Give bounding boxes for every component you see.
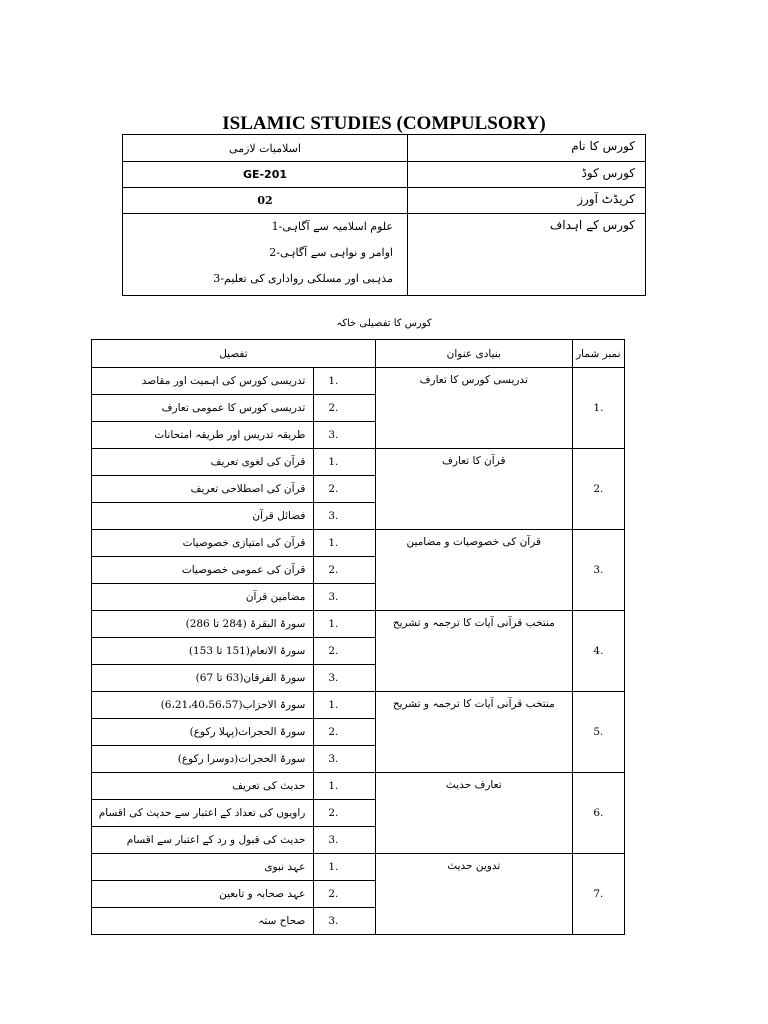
topic-cell: تدریسی کورس کا تعارف	[375, 368, 572, 449]
table-row	[92, 530, 625, 557]
header-details: تفصیل	[92, 340, 376, 368]
detail-text: قرآن کی امتیازی خصوصیات	[92, 530, 314, 557]
detail-text: عہد صحابہ و تابعین	[92, 881, 314, 908]
detail-text: عہد نبوی	[92, 854, 314, 881]
detail-text: قرآن کی اصطلاحی تعریف	[92, 476, 314, 503]
detail-text: سورۃ الحجرات(پہلا رکوع)	[92, 719, 314, 746]
table-row	[92, 368, 625, 395]
detail-number: 3.	[314, 665, 376, 692]
table-row	[92, 449, 625, 476]
outline-table	[91, 339, 625, 935]
objective-item: 2-اوامر و نواہی سے آگاہی	[269, 246, 393, 259]
table-row	[92, 773, 625, 800]
detail-number: 1.	[314, 368, 376, 395]
detail-text: حدیث کی قبول و رد کے اعتبار سے اقسام	[92, 827, 314, 854]
detail-text: فضائل قرآن	[92, 503, 314, 530]
outline-header-row	[92, 340, 625, 368]
serial-cell: 1.	[572, 368, 624, 449]
detail-number: 3.	[314, 908, 376, 935]
topic-cell: منتخب قرآنی آیات کا ترجمہ و تشریح	[375, 692, 572, 773]
detail-text: سورۃ الفرقان(63 تا 67)	[92, 665, 314, 692]
course-info-table	[122, 134, 646, 296]
detail-number: 3.	[314, 827, 376, 854]
objectives-row	[123, 214, 646, 296]
topic-cell: قرآن کی خصوصیات و مضامین	[375, 530, 572, 611]
course-name-value: اسلامیات لازمی	[123, 135, 408, 162]
detail-number: 3.	[314, 746, 376, 773]
course-code-value: GE-201	[123, 162, 408, 188]
detail-number: 2.	[314, 719, 376, 746]
detail-number: 2.	[314, 476, 376, 503]
objective-item: 1-علوم اسلامیہ سے آگاہی	[271, 220, 393, 233]
serial-cell: 6.	[572, 773, 624, 854]
detail-number: 1.	[314, 854, 376, 881]
outline-caption: کورس کا تفصیلی خاکہ	[336, 318, 432, 329]
detail-number: 1.	[314, 449, 376, 476]
course-code-row	[123, 162, 646, 188]
detail-text: سورۃ البقرۃ (284 تا 286)	[92, 611, 314, 638]
topic-cell: تعارف حدیث	[375, 773, 572, 854]
detail-number: 2.	[314, 638, 376, 665]
topic-cell: تدوین حدیث	[375, 854, 572, 935]
detail-text: سورۃ الحجرات(دوسرا رکوع)	[92, 746, 314, 773]
detail-number: 3.	[314, 503, 376, 530]
detail-text: سورۃ الاحزاب(6،21،40،56،57)	[92, 692, 314, 719]
detail-text: سورۃ الانعام(151 تا 153)	[92, 638, 314, 665]
credit-hours-value: 02	[123, 188, 408, 214]
detail-number: 3.	[314, 584, 376, 611]
detail-text: قرآن کی لغوی تعریف	[92, 449, 314, 476]
objectives-label: کورس کے اہداف	[407, 214, 645, 296]
table-row	[92, 692, 625, 719]
objectives-list	[123, 214, 408, 296]
detail-number: 2.	[314, 557, 376, 584]
header-topic: بنیادی عنوان	[375, 340, 572, 368]
detail-text: راویوں کی تعداد کے اعتبار سے حدیث کی اقسام	[92, 800, 314, 827]
table-row	[92, 854, 625, 881]
detail-text: تدریسی کورس کا عمومی تعارف	[92, 395, 314, 422]
detail-number: 3.	[314, 422, 376, 449]
topic-cell: منتخب قرآنی آیات کا ترجمہ و تشریح	[375, 611, 572, 692]
detail-number: 1.	[314, 530, 376, 557]
serial-cell: 7.	[572, 854, 624, 935]
detail-number: 2.	[314, 881, 376, 908]
serial-cell: 3.	[572, 530, 624, 611]
detail-text: صحاح ستہ	[92, 908, 314, 935]
detail-number: 1.	[314, 773, 376, 800]
detail-number: 2.	[314, 395, 376, 422]
course-code-label: کورس کوڈ	[407, 162, 645, 188]
table-row	[92, 611, 625, 638]
detail-number: 2.	[314, 800, 376, 827]
header-serial: نمبر شمار	[572, 340, 624, 368]
outline-body	[92, 368, 625, 935]
course-name-row	[123, 135, 646, 162]
credit-hours-row	[123, 188, 646, 214]
detail-text: تدریسی کورس کی اہمیت اور مقاصد	[92, 368, 314, 395]
serial-cell: 4.	[572, 611, 624, 692]
detail-number: 1.	[314, 611, 376, 638]
detail-text: حدیث کی تعریف	[92, 773, 314, 800]
detail-text: طریقہ تدریس اور طریقہ امتحانات	[92, 422, 314, 449]
serial-cell: 5.	[572, 692, 624, 773]
topic-cell: قرآن کا تعارف	[375, 449, 572, 530]
objective-item: 3-مذہبی اور مسلکی رواداری کی تعلیم	[213, 272, 393, 285]
credit-hours-label: کریڈٹ آورز	[407, 188, 645, 214]
serial-cell: 2.	[572, 449, 624, 530]
detail-text: قرآن کی عمومی خصوصیات	[92, 557, 314, 584]
page-title: ISLAMIC STUDIES (COMPULSORY)	[222, 113, 546, 134]
course-name-label: کورس کا نام	[407, 135, 645, 162]
detail-number: 1.	[314, 692, 376, 719]
detail-text: مضامین قرآن	[92, 584, 314, 611]
